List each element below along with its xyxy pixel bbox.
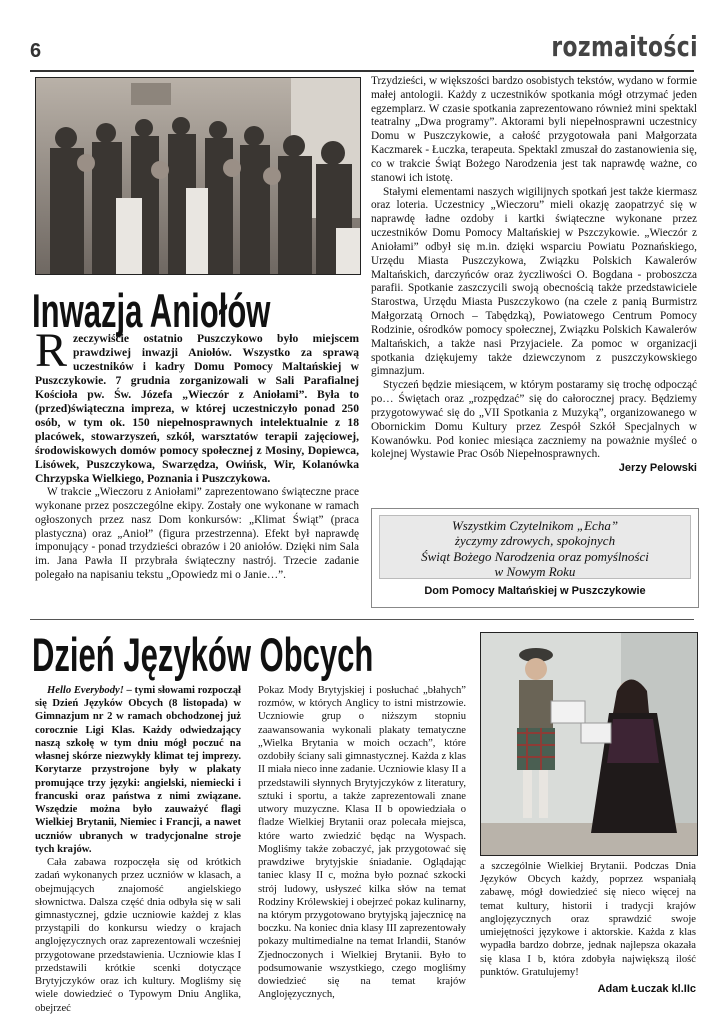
article2-lead-greeting: Hello Everybody!	[47, 685, 124, 696]
article1-lead-text: zeczywiście ostatnio Puszczykowo było miejscem prawdziwej inwazji Aniołów. Wszystko za sprawą uczestników i kadry Domu Pomocy Maltańskiej w Puszczykowie. 7 grudnia zorganizowali w Sali Parafialnej Kościoła pw. Św. Józefa „Wieczór z Aniołami”. Była to (przed)świąteczna impreza, w której uczestniczyło ponad 250 osób, w tym ok. 150 niepełnosprawnych intelektualnie z 18 placówek, stowarzyszeń, szkół, warsztatów terapii zajęciowej, środowiskowych domów pomocy społecznej z Mosiny, Dopiewca, Lisówek, Puszczykowa, Swarzędza, Owińsk, Wir, Kolanówka Chrzypska Wielkiego, Poznania i Puszczykowa.	[35, 332, 359, 486]
greeting-message	[379, 515, 691, 579]
article1-paragraph: Stałymi elementami naszych wigilijnych spotkań jest także kiermasz oraz loteria. Uczestnicy „Wieczoru” mieli okazję zaopatrzyć się w naprawdę ładne ozdoby i kartki świąteczne wykonane przez uczestników Domu Pomocy Maltańskiej w Pszczykowie. „Wieczór z Aniołami” odbył się m.in. dzięki wsparciu Powiatu Poznańskiego, Urzędu Miasta Puszczykowa, Związku Polskich Kawalerów Maltańskich, darczyńców oraz życzliwości O. Bogdana - proboszcza parafii. Spotkanie zaszczycili swoją obecnością także przedstawiciele Starostwa, Urzędu Miasta Puszczykowo (na czele z panią Burmistrz Małgorzatą Ornoch – Tabędzką), Powiatowego Centrum Pomocy Rodzinie, ośrodków pomocy społecznej, Związku Polskich Kawalerów Maltańskich, a także nasi Przyjaciele. Za pomoc w organizacji spotkania dziękujemy także dziewczynom z puszczykowskiego gimnazjum.	[371, 185, 697, 378]
article2-author: Adam Łuczak kl.IIc	[597, 983, 696, 996]
crowd-photo-illustration	[36, 78, 360, 274]
section-title: rozmaitości	[551, 30, 698, 63]
article1-paragraph: Trzydzieści, w większości bardzo osobistych tekstów, wydano w formie małej antologii. Każdy z uczestników spotkania mógł otrzymać jeden egzemplarz. W czasie spotkania zaprezentowano również mini spektakl teatralny „Dwa programy”. Aktorami byli niepełnosprawni uczestnicy Domu w Puszczykowie, a całość przygotowała pani Małgorzata Kaczmarek - Łuczka, terapeuta. Spektakl zmuszał do zastanowienia się, co w trakcie Świąt Bożego Narodzenia jest tak naprawdę ważne, co stanowi ich istotę.	[371, 75, 697, 184]
performers-photo-illustration	[481, 633, 697, 855]
article1-column-left	[35, 324, 359, 583]
article2-paragraph: Cała zabawa rozpoczęła się od krótkich zadań wykonanych przez uczniów w klasach, a obejmujących znajomość angielskiego słownictwa. Dalsza część dnia odbyła się w sali gimnastycznej, gdzie uczniowie każdej z klas przystąpili do konkursu wiedzy o krajach anglojęzycznych oraz zaprezentowali wcześniej przygotowane przedstawienia. Uczniowie klas I przedstawili krótkie scenki dotyczące Brytyjczyków oraz ich kultury. Mogliśmy się wiele dowiedzieć o Typowym Dniu Anglika, obejrzeć	[35, 857, 241, 1014]
header-rule	[30, 70, 694, 72]
greeting-box	[371, 508, 699, 608]
greeting-line: życzymy zdrowych, spokojnych	[454, 533, 616, 549]
article1-lead	[35, 324, 359, 486]
article2-column-2	[258, 684, 466, 1002]
article1-paragraph: Styczeń będzie miesiącem, w którym postaramy się trochę odpocząć po… Świętach oraz „rozpędzać” się do całorocznej pracy. Będziemy przygotowywać się do „VII Spotkania z Muzyką”, organizowanego w Obornickim Domu Kultury przez Zespół Szkół Specjalnych w Kowanówku. Pod koniec miesiąca zaczniemy na poważnie myśleć o kolejnej Wystawie Prac Osób Niepełnosprawnych.	[371, 379, 697, 461]
page-number: 6	[30, 40, 42, 62]
article1-column-right	[371, 75, 697, 474]
crowd-photo	[35, 77, 361, 275]
performers-photo	[480, 632, 698, 856]
article1-author: Jerzy Pelowski	[618, 462, 697, 475]
article2-column-3	[480, 860, 696, 995]
drop-cap: R	[35, 324, 68, 377]
article2-paragraph: Pokaz Mody Brytyjskiej i posłuchać „błahych” rozmów, w których Anglicy to istni mistrzowie. Uczniowie grup o niższym stopniu zaawansowania wykonali plakaty tematyczne „Wielka Brytania w moich oczach”, które ozdobiły ściany sali gimnastycznej. Każda z klas II miała nieco inne zadanie. Uczniowie klasy II a przedstawili słynnych Brytyjczyków z literatury, sztuki i sportu, a także zaprezentowali znane utwory muzyczne. Klasa II b opowiedziała o fladze Wielkiej Brytanii oraz polecała miejsca, które warto zwiedzić będąc na Wyspach. Mogliśmy także zobaczyć, jak przygotować się prawdziwe brytyjskie śniadanie. Oglądając taniec klasy II c, można było poznać szkocki strój ludowy, usłyszeć kilka słów na temat Rodziny Królewskiej i obejrzeć pokaz kulinarny, na którym przygotowano brytyjską jajecznicę na boczku. Na koniec dnia klasy III zaprezentowały pokazy multimedialne na temat Irlandii, Stanów Zjednoczonych i Wielkiej Brytanii. Było to podsumowanie wszystkiego, czego mogliśmy dowiedzieć się na temat krajów Anglojęzycznych,	[258, 685, 466, 1001]
article2-paragraph: a szczególnie Wielkiej Brytanii. Podczas Dnia Języków Obcych każdy, poprzez wspaniałą zabawę, mógł dowiedzieć się nieco więcej na temat kultury, historii i tradycji krajów anglojęzycznych oraz sprawdzić swoje umiejętności językowe i aktorskie. Każda z klas wypadła bardzo dobrze, jednak najlepsza okazała się klasa I b, która zdobyła największą ilość punktów. Gratulujemy!	[480, 861, 696, 978]
article1-paragraph: W trakcie „Wieczoru z Aniołami” zaprezentowano świąteczne prace wykonane przez poszczególne ekipy. Zostały one wykonane w ramach ogłoszonych przez nasz Dom konkursów: „Klimat Świąt” (praca plastyczna) oraz „Anioł” (figura przestrzenna). Efekt był naprawdę imponujący - ponad trzydzieści obrazów i 20 aniołów. Dzięki nim Sala im. Jana Pawła II przybrała świąteczny nastrój. Trzecie zadanie polegało na napisaniu tekstu „Opowiedz mi o Janie…”.	[35, 486, 359, 582]
article2-lead	[35, 684, 241, 856]
greeting-signature: Dom Pomocy Maltańskiej w Puszczykowie	[424, 585, 646, 597]
article-headline-languages: Dzień Języków Obcych	[32, 628, 374, 681]
article2-lead-text: – tymi słowami rozpoczął się Dzień Języków Obcych (8 listopada) w Gimnazjum nr 2 w ramach obchodzonej już corocznie Ligi Klas. Każdy odwiedzający naszą szkołę w tym dniu mógł poczuć na własnej skórze niezwykły klimat tej imprezy. Korytarze przystrojone były w plakaty promujące trzy języki: angielski, niemiecki i francuski oraz państwa z nimi związane. Wszędzie można było zauważyć flagi Wielkiej Brytanii, Niemiec i Francji, a nawet uczniów ubranych w tradycjonalne stroje tych krajów.	[35, 685, 241, 855]
greeting-line: Wszystkim Czytelnikom „Echa”	[451, 518, 619, 533]
greeting-line: Świąt Bożego Narodzenia oraz pomyślności	[421, 548, 649, 564]
article-divider	[30, 619, 694, 620]
article2-column-1	[35, 684, 241, 1015]
article-headline-angels: Inwazja Aniołów	[32, 284, 271, 337]
greeting-line: w Nowym Roku	[494, 563, 576, 579]
